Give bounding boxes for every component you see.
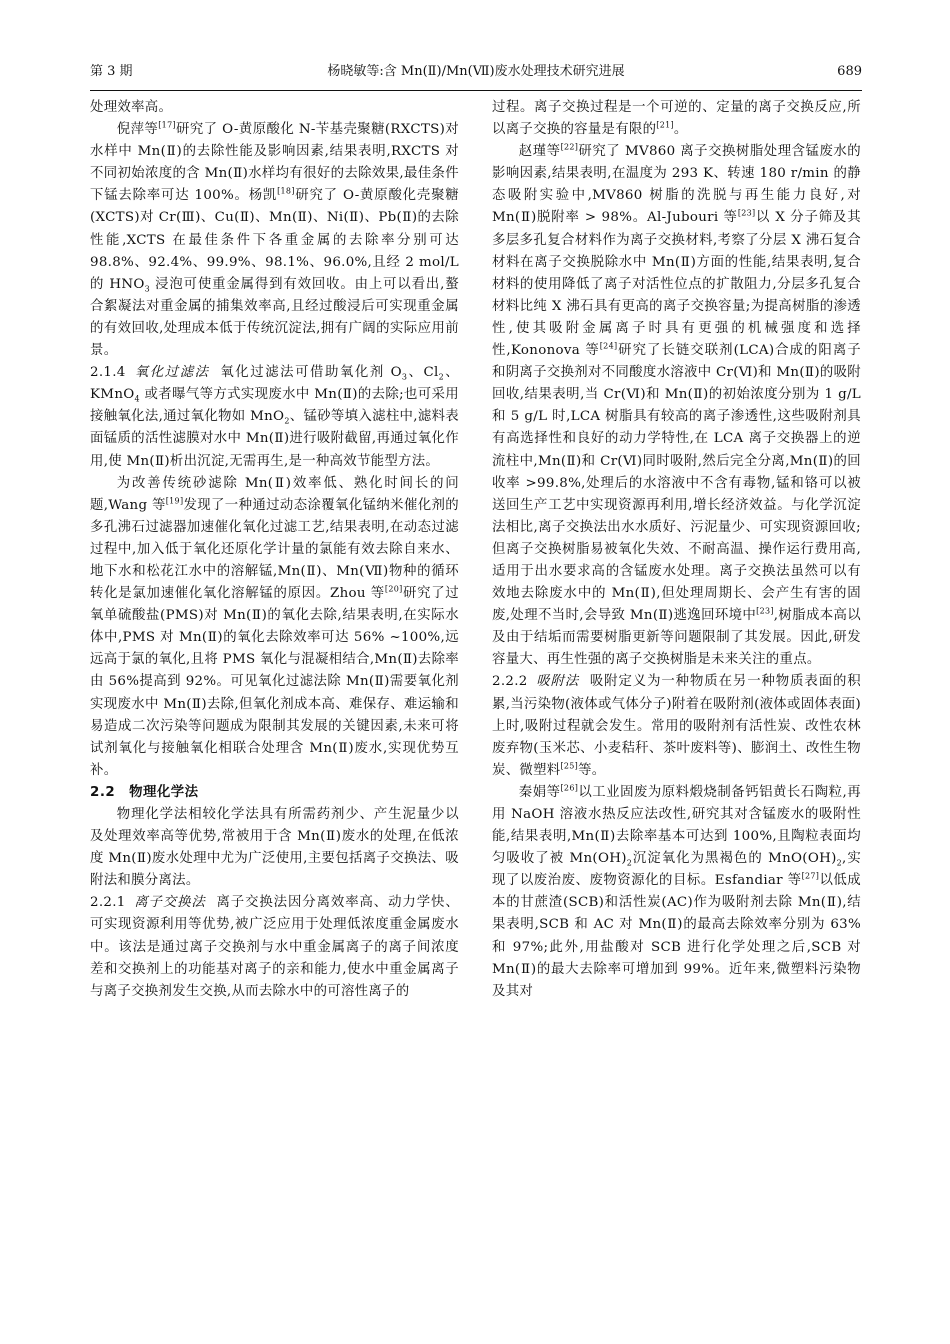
paragraph: 物理化学法相较化学法具有所需药剂少、产生泥量少以及处理效率高等优势,常被用于含 Mn(Ⅱ)废水的处理,在低浓度 Mn(Ⅱ)废水处理中尤为广泛使用,主要包括离子交换法、吸附法和膜分离法。 bbox=[90, 807, 459, 889]
citation: [20] bbox=[384, 584, 403, 594]
header-rule bbox=[90, 90, 862, 91]
issue-label: 第 3 期 bbox=[90, 64, 133, 79]
section-number: 2.2.2 bbox=[492, 674, 528, 690]
running-header bbox=[90, 62, 862, 88]
citation: [23] bbox=[756, 606, 774, 616]
citation: [21] bbox=[656, 120, 674, 130]
citation: [27] bbox=[801, 871, 820, 881]
section-2-2-2: 2.2.2 吸附法 吸附定义为一种物质在另一种物质表面的积累,当污染物(液体或气体分子)附着在吸附剂(液体或固体表面)上时,吸附过程就会发生。常用的吸附剂有活性炭、改性农林废弃物(玉米芯、小麦秸秆、茶叶废料等)、膨润土、改性生物炭、微塑料[25]等。 bbox=[492, 674, 861, 778]
section-2-1-4: 2.1.4 氧化过滤法 氧化过滤法可借助氧化剂 $O_3$、$Cl_2$、KMnO$_4$ 或者曝气等方式实现废水中 Mn(Ⅱ)的去除;也可采用接触氧化法,通过氧化物如 MnO$_2$、锰砂等填入滤柱中,滤料表面锰质的活性滤膜对水中 Mn(Ⅱ)进行吸附截留,再通过氧化作用,使 Mn(Ⅱ)析出沉淀,无需再生,是一种高效节能型方法。 bbox=[90, 365, 459, 469]
section-heading: 吸附法 bbox=[535, 674, 580, 690]
left-column bbox=[90, 97, 459, 1003]
paragraph: 秦娟等[26]以工业固废为原料煅烧制备钙铝黄长石陶粒,再用 NaOH 溶液水热反应法改性,研究其对含锰废水的吸附性能,结果表明,Mn(Ⅱ)去除率基本可达到 100%,且陶粒表面均匀吸收了被 $Mn(OH)_2$沉淀氧化为黑褐色的 $MnO(OH)_2$,实现了以废治废、废物资源化的目标。Esfandiar 等[27]以低成本的甘蔗渣(SCB)和活性炭(AC)作为吸附剂去除 Mn(Ⅱ),结果表明,SCB 和 AC 对 Mn(Ⅱ)的最高去除效率分别为 63% 和 97%;此外,用盐酸对 SCB 进行化学处理之后,SCB 对 Mn(Ⅱ)的最大去除率可增加到 99%。近年来,微塑料污染物及其对 bbox=[492, 783, 862, 999]
paragraph: 倪萍等[17]研究了 O-黄原酸化 N-苄基壳聚糖(RXCTS)对水样中 Mn(Ⅱ)的去除性能及影响因素,结果表明,RXCTS 对不同初始浓度的含 Mn(Ⅱ)水样均有很好的去除效果,最佳条件下锰去除率可达 100%。杨凯[18]研究了 O-黄原酸化壳聚糖(XCTS)对 Cr(Ⅲ)、Cu(Ⅱ)、Mn(Ⅱ)、Ni(Ⅱ)、Pb(Ⅱ)的去除性能,XCTS 在最佳条件下各重金属的去除率分别可达 98.8%、92.4%、99.9%、98.1%、96.0%,且经 2 mol/L 的 $HNO_3$ 浸泡可使重金属得到有效回收。由上可以看出,螯合絮凝法对重金属的捕集效率高,且经过酸浸后可实现重金属的有效回收,处理成本低于传统沉淀法,拥有广阔的实际应用前景。 bbox=[90, 120, 459, 359]
citation: [26] bbox=[560, 783, 579, 793]
paragraph: 赵瑾等[22]研究了 MV860 离子交换树脂处理含锰废水的影响因素,结果表明,在温度为 293 K、转速 180 r/min 的静态吸附实验中,MV860 树脂的洗脱与再生能力良好,对 Mn(Ⅱ)脱附率 > 98%。Al-Jubouri 等[23]以 X 分子筛及其多层多孔复合材料作为离子交换材料,考察了分层 X 沸石复合材料在离子交换脱除水中 Mn(Ⅱ)方面的性能,结果表明,复合材料的使用降低了离子对活性位点的扩散阻力,分层多孔复合材料比纯 X 沸石具有更高的离子交换容量;为提高树脂的渗透性,使其吸附金属离子时具有更强的机械强度和选择性,Kononova 等[24]研究了长链交联剂(LCA)合成的阳离子和阴离子交换剂对不同酸度水溶液中 Cr(Ⅵ)和 Mn(Ⅱ)的吸附回收,结果表明,当 Cr(Ⅵ)和 Mn(Ⅱ)的初始浓度分别为 1 g/L 和 5 g/L 时,LCA 树脂具有较高的离子渗透性,这些吸附剂具有高选择性和良好的动力学特性,在 LCA 离子交换器上的逆流柱中,Mn(Ⅱ)和 Cr(Ⅵ)同时吸附,然后完全分离,Mn(Ⅱ)的回收率 >99.8%,处理后的水溶液中不含有毒物,锰和铬可以被送回生产工艺中实现资源再利用,增长经济效益。与化学沉淀法相比,离子交换法出水水质好、污泥量少、可实现资源回收;但离子交换树脂易被氧化失效、不耐高温、操作运行费用高,适用于出水要求高的含锰废水处理。离子交换法虽然可以有效地去除废水中的 Mn(Ⅱ),但处理周期长、会产生有害的固废,处理不当时,会导致 Mn(Ⅱ)逃逸回环境中[23],树脂成本高以及由于结垢而需要树脂更新等问题限制了其发展。因此,研发容量大、再生性强的离子交换树脂是未来关注的重点。 bbox=[492, 142, 861, 668]
section-heading: 离子交换法 bbox=[133, 895, 206, 911]
section-heading: 氧化过滤法 bbox=[133, 365, 210, 381]
citation: [22] bbox=[560, 142, 579, 152]
paragraph: 过程。离子交换过程是一个可逆的、定量的离子交换反应,所以离子交换的容量是有限的[21]。 bbox=[492, 100, 861, 138]
section-number: 2.1.4 bbox=[90, 365, 126, 381]
section-heading-2-2: 2.2 物理化学法 bbox=[90, 784, 199, 800]
citation: [17] bbox=[158, 120, 176, 130]
paragraph: 为改善传统砂滤除 Mn(Ⅱ)效率低、熟化时间长的问题,Wang 等[19]发现了一种通过动态涂覆氧化锰纳米催化剂的多孔沸石过滤器加速催化氧化过滤工艺,结果表明,在动态过滤过程中,加入低于氧化还原化学计量的氯能有效去除自来水、地下水和松花江水中的溶解锰,Mn(Ⅱ)、Mn(Ⅶ)物种的循环转化是氯加速催化氧化溶解锰的原因。Zhou 等[20]研究了过氧单硫酸盐(PMS)对 Mn(Ⅱ)的氧化去除,结果表明,在实际水体中,PMS 对 Mn(Ⅱ)的氧化去除效率可达 56% ~100%,远远高于氯的氧化,且将 PMS 氧化与混凝相结合,Mn(Ⅱ)去除率由 56%提高到 92%。可见氧化过滤法除 Mn(Ⅱ)需要氧化剂实现废水中 Mn(Ⅱ)去除,但氧化剂成本高、难保存、难运输和易造成二次污染等问题成为限制其发展的关键因素,未来可将试剂氧化与接触氧化相联合处理含 Mn(Ⅱ)废水,实现优势互补。 bbox=[90, 475, 459, 778]
page-number: 689 bbox=[837, 64, 862, 79]
citation: [19] bbox=[165, 496, 184, 506]
citation: [23] bbox=[737, 209, 756, 218]
citation: [18] bbox=[277, 186, 295, 196]
paragraph: 处理效率高。 bbox=[90, 100, 173, 115]
citation: [25] bbox=[560, 761, 579, 771]
section-2-2-1: 2.2.1 离子交换法 离子交换法因分离效率高、动力学快、可实现资源利用等优势,被广泛应用于处理低浓度重金属废水中。该法是通过离子交换剂与水中重金属离子的离子间浓度差和交换剂上的功能基对离子的亲和能力,使水中重金属离子与离子交换剂发生交换,从而去除水中的可溶性离子的 bbox=[90, 895, 460, 999]
section-number: 2.2.1 bbox=[90, 895, 126, 911]
citation: [24] bbox=[599, 341, 618, 351]
right-column bbox=[492, 97, 861, 1003]
running-title: 杨晓敏等:含 Mn(Ⅱ)/Mn(Ⅶ)废水处理技术研究进展 bbox=[327, 64, 625, 79]
